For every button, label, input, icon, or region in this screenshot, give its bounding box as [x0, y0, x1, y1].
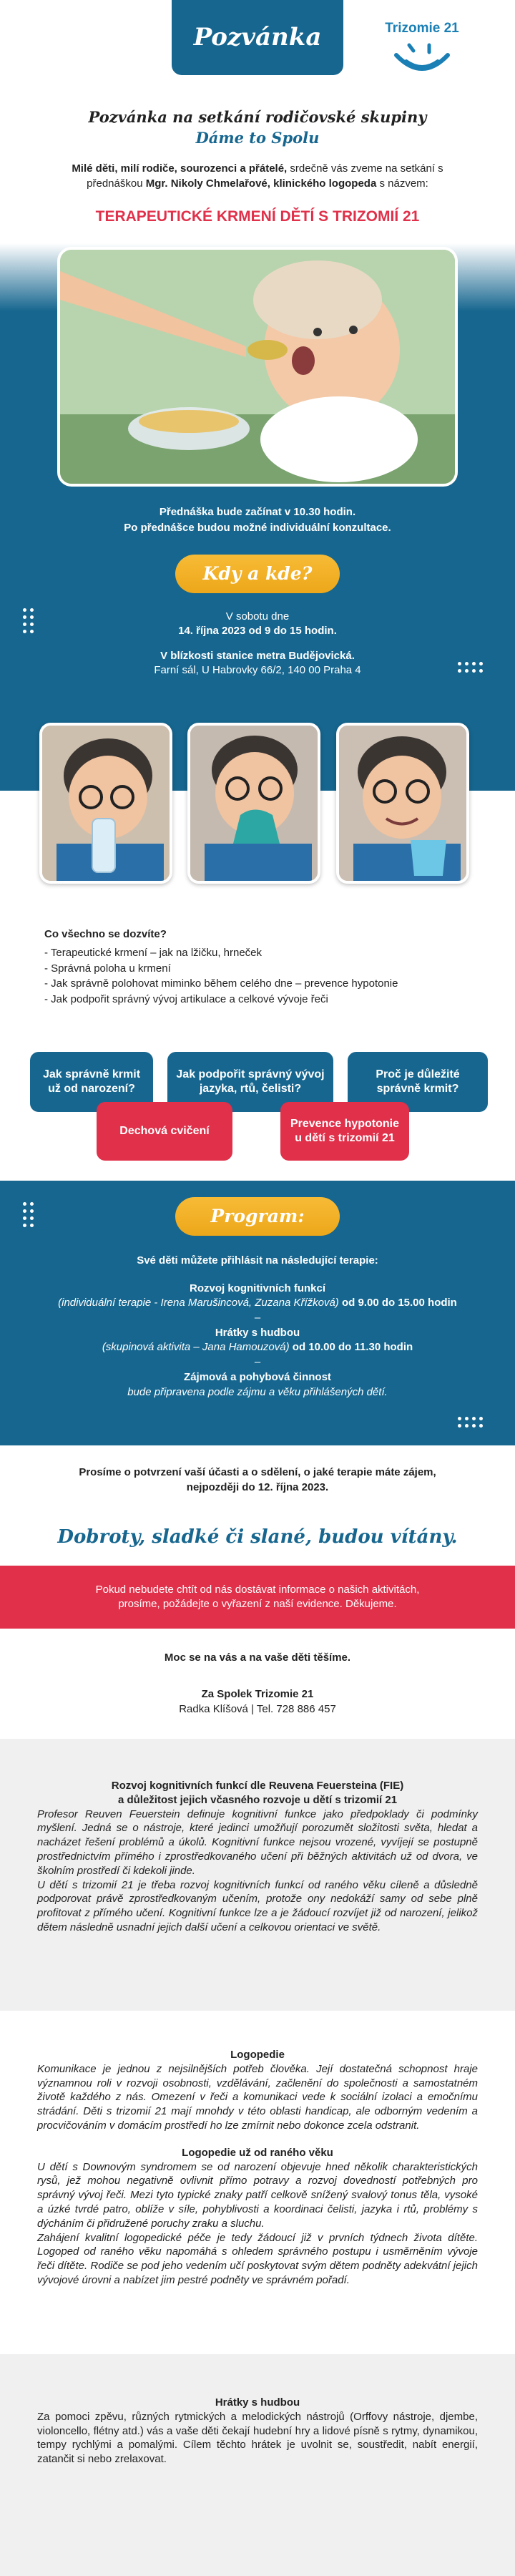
learn-item: - Jak správně polohovat miminko během celého dne – prevence hypotonie [44, 977, 398, 990]
bubble-breathing: Dechová cvičení [97, 1102, 232, 1161]
therapy-music-time: od 10.00 do 11.30 hodin [289, 1341, 413, 1354]
smile-logo-icon [393, 39, 451, 74]
dots-decoration-left [23, 608, 34, 633]
learn-section [44, 927, 474, 1008]
music-content [37, 2396, 478, 2467]
therapy-music-staff: (skupinová aktivita – Jana Hamouzová) [102, 1341, 290, 1354]
brand-logo [376, 20, 469, 77]
dots-decoration-right-2 [458, 1417, 483, 1428]
dots-decoration-left-2 [23, 1202, 34, 1227]
header-title: Pozvánka [193, 23, 322, 52]
intro-greeting: Milé děti, milí rodiče, sourozenci a přátelé, [72, 162, 288, 175]
early-speech-paragraph: Zahájení kvalitní logopedické péče je tedy žádoucí již v prvních týdnech života dítěte. Logoped od raného věku napomáhá s ohledem správného postupu i usměrněním vývoje řeči dítěte. Rodiče se pod jeho vedením učí poskytovat svým dětem podněty adekvátní jejich vývojové úrovni a nabízet jim pestré podněty ve správném pořadí. [37, 2231, 478, 2286]
intro-group-name: Dáme to Spolu [195, 129, 320, 147]
event-address: Farní sál, U Habrovky 66/2, 140 00 Praha 4 [154, 663, 361, 676]
photo-boy-blowing [187, 723, 320, 884]
fie-content [37, 1779, 478, 1935]
separator-dash: – [254, 1356, 261, 1369]
speech-therapy-heading: Logopedie [230, 2049, 285, 2061]
logo-text: Trizomie 21 [385, 21, 459, 36]
bubble-tongue-lips: Jak podpořit správný vývoj jazyka, rtů, čelisti? [167, 1052, 333, 1112]
unsubscribe-text: Pokud nebudete chtít od nás dostávat informace o našich aktivitách, prosíme, požádejte o vyřazení z naší evidence. Děkujeme. [95, 1583, 420, 1610]
confirm-section [29, 1465, 486, 1495]
unsubscribe-notice [0, 1566, 515, 1629]
program-button[interactable] [175, 1197, 340, 1236]
header [0, 0, 515, 86]
therapy-cognitive-title: Rozvoj kognitivních funkcí [189, 1282, 325, 1294]
confirm-line2: nejpozději do 12. října 2023. [186, 1480, 329, 1493]
intro-heading: Pozvánka na setkání rodičovské skupiny [88, 108, 427, 126]
intro-text-end: s názvem: [376, 177, 428, 190]
early-speech-paragraph: U dětí s Downovým syndromem se od narození objevuje hned několik charakteristických rysů, jež mohou negativně ovlivnit přímo potravy a rozvoj dovedností potřebných pro správný vývoj řeči. Mezi tyto typické znaky patří celkově snížený svalový tonus těla, vysoké a úzké tvrdé patro, oblíže v síle, pohyblivosti a koordinaci čelisti, jazyka i rtů, problémy s dýcháním či přidružené poruchy zraku a sluchu. [37, 2160, 478, 2230]
lecture-title: TERAPEUTICKÉ KRMENÍ DĚTÍ S TRIZOMIÍ 21 [95, 208, 420, 225]
boy-cup-image [339, 726, 466, 881]
music-paragraph: Za pomoci zpěvu, různých rytmických a melodických nástrojů (Orffovy nástroje, djembe, violoncello, flétny atd.) vás a vaše děti čekají hudební hry a lidové písně s rytmy, dynamikou, tempy rychlými a pomalými. Cílem těchto hrátek je uvolnit se, soustředit, nabít energií, zatančit si nebo zrelaxovat. [37, 2410, 478, 2466]
intro-text [43, 161, 472, 191]
lecture-consult: Po přednášce budou možné individuální konzultace. [124, 521, 391, 534]
program-intro: Své děti můžete přihlásit na následující terapie: [137, 1254, 378, 1267]
photo-boy-bottle [39, 723, 172, 884]
when-where-button[interactable] [175, 555, 340, 593]
header-title-tab [172, 0, 343, 75]
photo-boy-cup [336, 723, 469, 884]
event-date: 14. října 2023 od 9 do 15 hodin. [178, 625, 337, 638]
lecture-info [43, 504, 472, 536]
therapy-activity-detail: bude připravena podle zájmu a věku přihlášených dětí. [127, 1385, 388, 1398]
therapy-cognitive-staff: (individuální terapie - Irena Marušincová, Zuzana Křížková) [58, 1297, 339, 1309]
learn-heading: Co všechno se dozvíte? [44, 928, 167, 940]
therapy-cognitive-detail [29, 1296, 486, 1311]
intro-text-part: srdečně vás zveme na setkání s přednáškou [87, 162, 443, 190]
learn-item: - Terapeutické krmení – jak na lžičku, hrneček [44, 946, 263, 959]
fie-heading: Rozvoj kognitivních funkcí dle Reuvena Feuersteina (FIE) [111, 1780, 404, 1792]
therapy-cognitive-time: od 9.00 do 15.00 hodin [338, 1297, 457, 1309]
bubble-why-feed: Proč je důležité správně krmit? [348, 1052, 488, 1112]
therapy-activity-title: Zájmová a pohybová činnost [184, 1370, 331, 1383]
signature-greeting: Moc se na vás a na vaše děti těšíme. [164, 1652, 351, 1664]
learn-item: - Jak podpořit správný vývoj artikulace a celkové vývoje řeči [44, 993, 328, 1005]
fie-paragraph: U dětí s trizomií 21 je třeba rozvoj kognitivních funkcí od raného věku cíleně a důsledně podporovat právě zprostředkovaným učením, protože ony nedokáží samy od sebe plně profitovat z přímého učení. Kognitivní funkce lze a je žádoucí rozvíjet již od narození, jelikož dětem následně usnadní jejich další učení a celkovou orientaci ve světě. [37, 1878, 478, 1933]
program-details [29, 1254, 486, 1400]
signature-contact: Radka Klíšová | Tel. 728 886 457 [179, 1703, 336, 1715]
when-where-label: Kdy a kde? [202, 563, 313, 584]
signature-org: Za Spolek Trizomie 21 [201, 1688, 314, 1700]
fie-subheading: a důležitost jejich včasného rozvoje u dětí s trizomií 21 [117, 1793, 398, 1806]
confirm-line1: Prosíme o potvrzení vaší účasti a o sdělení, o jaké terapie máte zájem, [79, 1466, 436, 1478]
separator-dash: – [254, 1312, 261, 1324]
therapy-music-title: Hrátky s hudbou [215, 1326, 300, 1339]
slogan: Dobroty, sladké či slané, budou vítány. [57, 1526, 458, 1548]
hero-photo [57, 247, 458, 487]
early-speech-heading: Logopedie už od raného věku [182, 2146, 333, 2159]
boy-bottle-image [42, 726, 170, 881]
music-heading: Hrátky s hudbou [215, 2396, 300, 2409]
signature [29, 1650, 486, 1717]
boy-blowing-image [190, 726, 318, 881]
intro-lecturer: Mgr. Nikoly Chmelařové, klinického logopeda [145, 177, 377, 190]
event-details [72, 610, 443, 678]
dots-decoration-right [458, 662, 483, 673]
fie-paragraph: Profesor Reuven Feuerstein definuje kognitivní funkce jako předpoklady či podmínky myšlení. Jedná se o nástroje, které jedinci umožňují porozumět složitosti světa, hledat a nacházet řešení problémů a úkolů. Kognitivní funkce nejsou vrozené, vyvíjejí se postupně prostřednictvím přímého i zprostředkovaného učení při běžných aktivitách už od dvora, ve školním prostředí či kdekoli jinde. [37, 1807, 478, 1877]
learn-item: - Správná poloha u krmení [44, 962, 171, 975]
therapy-music-detail [29, 1340, 486, 1355]
intro-section [43, 107, 472, 226]
bubble-feed-from-birth: Jak správně krmit už od narození? [30, 1052, 153, 1112]
date-prefix: V sobotu dne [225, 610, 290, 623]
speech-therapy-section [37, 2048, 478, 2288]
speech-therapy-paragraph: Komunikace je jednou z nejsilnějších potřeb člověka. Její dostatečná schopnost hraje významnou roli v rozvoji osobnosti, vzdělávání, začlenění do společnosti a samostatném životě každého z nás. Omezení v řeči a komunikaci vede k sociální izolaci a emočnímu strádání. Děti s trizomií 21 mají mnohdy v této oblasti handicap, ale odborným vedením a procvičováním v domácím prostředí ho lze zmírnit nebo dokonce zcela odstranit. [37, 2062, 478, 2132]
lecture-start: Přednáška bude začínat v 10.30 hodin. [159, 506, 356, 518]
baby-feeding-image [60, 250, 455, 484]
event-location-bold: V blízkosti stanice metra Budějovická. [160, 649, 355, 662]
bubble-hypotonia: Prevence hypotonie u dětí s trizomií 21 [280, 1102, 409, 1161]
program-label: Program: [210, 1206, 305, 1226]
